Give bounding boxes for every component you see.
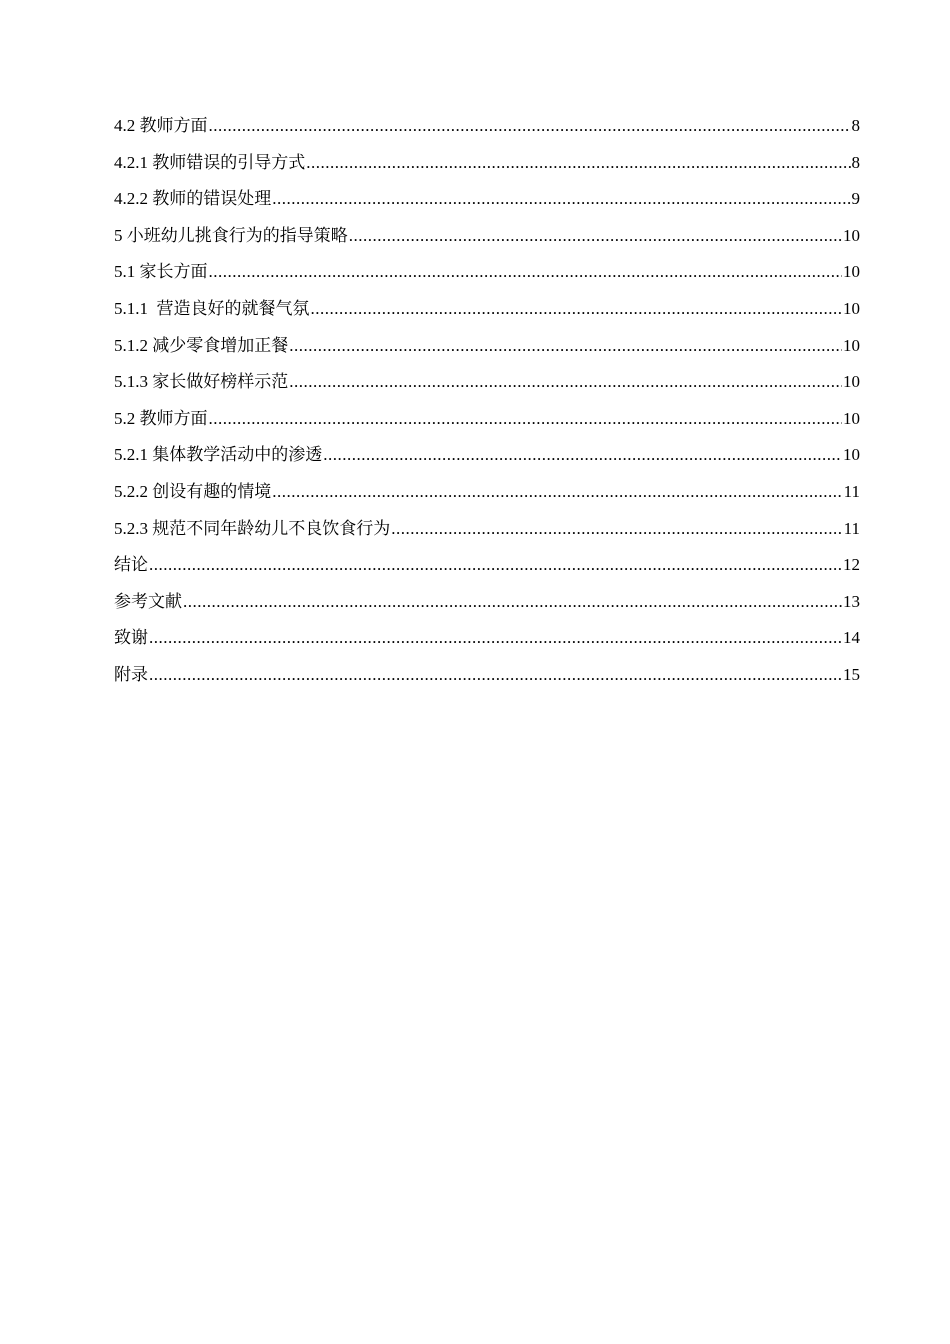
toc-entry[interactable]: [114, 437, 860, 474]
toc-entry-title: 5.2.1 集体教学活动中的渗透: [114, 445, 323, 465]
toc-entry[interactable]: [114, 620, 860, 657]
toc-entry-title: 5.1.2 减少零食增加正餐: [114, 335, 289, 355]
toc-entry[interactable]: [114, 108, 860, 145]
toc-entry-title: 5.2.2 创设有趣的情境: [114, 481, 272, 501]
toc-entry-page: 10: [843, 372, 860, 392]
toc-entry[interactable]: [114, 584, 860, 621]
toc-dot-leader: [391, 511, 842, 548]
toc-dot-leader: [323, 437, 842, 474]
toc-entry-page: 10: [843, 298, 860, 318]
toc-dot-leader: [349, 218, 842, 255]
toc-entry[interactable]: [114, 181, 860, 218]
toc-entry-page: 11: [843, 518, 860, 538]
toc-dot-leader: [183, 584, 842, 621]
table-of-contents: [114, 108, 860, 694]
toc-entry-page: 13: [843, 591, 860, 611]
toc-entry-page: 8: [851, 152, 860, 172]
toc-dot-leader: [149, 620, 842, 657]
toc-dot-leader: [289, 364, 842, 401]
toc-entry-title: 5.1.1 营造良好的就餐气氛: [114, 298, 310, 318]
toc-entry-title: 5.2 教师方面: [114, 408, 208, 428]
toc-entry[interactable]: [114, 657, 860, 694]
toc-entry[interactable]: [114, 547, 860, 584]
toc-entry-title: 4.2 教师方面: [114, 116, 208, 135]
toc-entry-page: 15: [843, 664, 860, 684]
toc-entry[interactable]: [114, 218, 860, 255]
toc-entry[interactable]: [114, 474, 860, 511]
toc-entry-title: 5.1.3 家长做好榜样示范: [114, 372, 289, 392]
toc-entry-title: 结论: [114, 555, 148, 575]
toc-entry-title: 4.2.2 教师的错误处理: [114, 189, 272, 209]
toc-entry-title: 附录: [114, 664, 148, 684]
toc-dot-leader: [289, 328, 842, 365]
toc-dot-leader: [149, 547, 842, 584]
toc-entry[interactable]: [114, 511, 860, 548]
toc-entry[interactable]: [114, 328, 860, 365]
toc-entry[interactable]: [114, 145, 860, 182]
toc-entry-page: 14: [843, 628, 860, 648]
toc-entry-page: 10: [843, 335, 860, 355]
toc-entry-page: 10: [843, 445, 860, 465]
toc-dot-leader: [306, 145, 850, 182]
toc-entry[interactable]: [114, 401, 860, 438]
toc-entry-page: 10: [843, 262, 860, 282]
toc-entry-title: 致谢: [114, 628, 148, 648]
toc-entry[interactable]: [114, 291, 860, 328]
toc-entry-title: 5 小班幼儿挑食行为的指导策略: [114, 225, 348, 245]
toc-entry-title: 5.2.3 规范不同年龄幼儿不良饮食行为: [114, 518, 391, 538]
toc-entry-page: 11: [843, 481, 860, 501]
toc-entry-title: 5.1 家长方面: [114, 262, 208, 282]
toc-dot-leader: [149, 657, 842, 694]
toc-entry-page: 12: [843, 555, 860, 575]
toc-dot-leader: [209, 254, 843, 291]
toc-entry[interactable]: [114, 254, 860, 291]
toc-dot-leader: [209, 401, 843, 438]
toc-dot-leader: [311, 291, 843, 328]
toc-dot-leader: [209, 108, 851, 145]
toc-entry-page: 8: [851, 116, 860, 135]
toc-dot-leader: [272, 181, 850, 218]
toc-entry[interactable]: [114, 364, 860, 401]
toc-entry-page: 10: [843, 225, 860, 245]
toc-entry-title: 4.2.1 教师错误的引导方式: [114, 152, 306, 172]
toc-entry-page: 9: [851, 189, 860, 209]
toc-entry-title: 参考文献: [114, 591, 182, 611]
toc-dot-leader: [272, 474, 842, 511]
toc-entry-page: 10: [843, 408, 860, 428]
